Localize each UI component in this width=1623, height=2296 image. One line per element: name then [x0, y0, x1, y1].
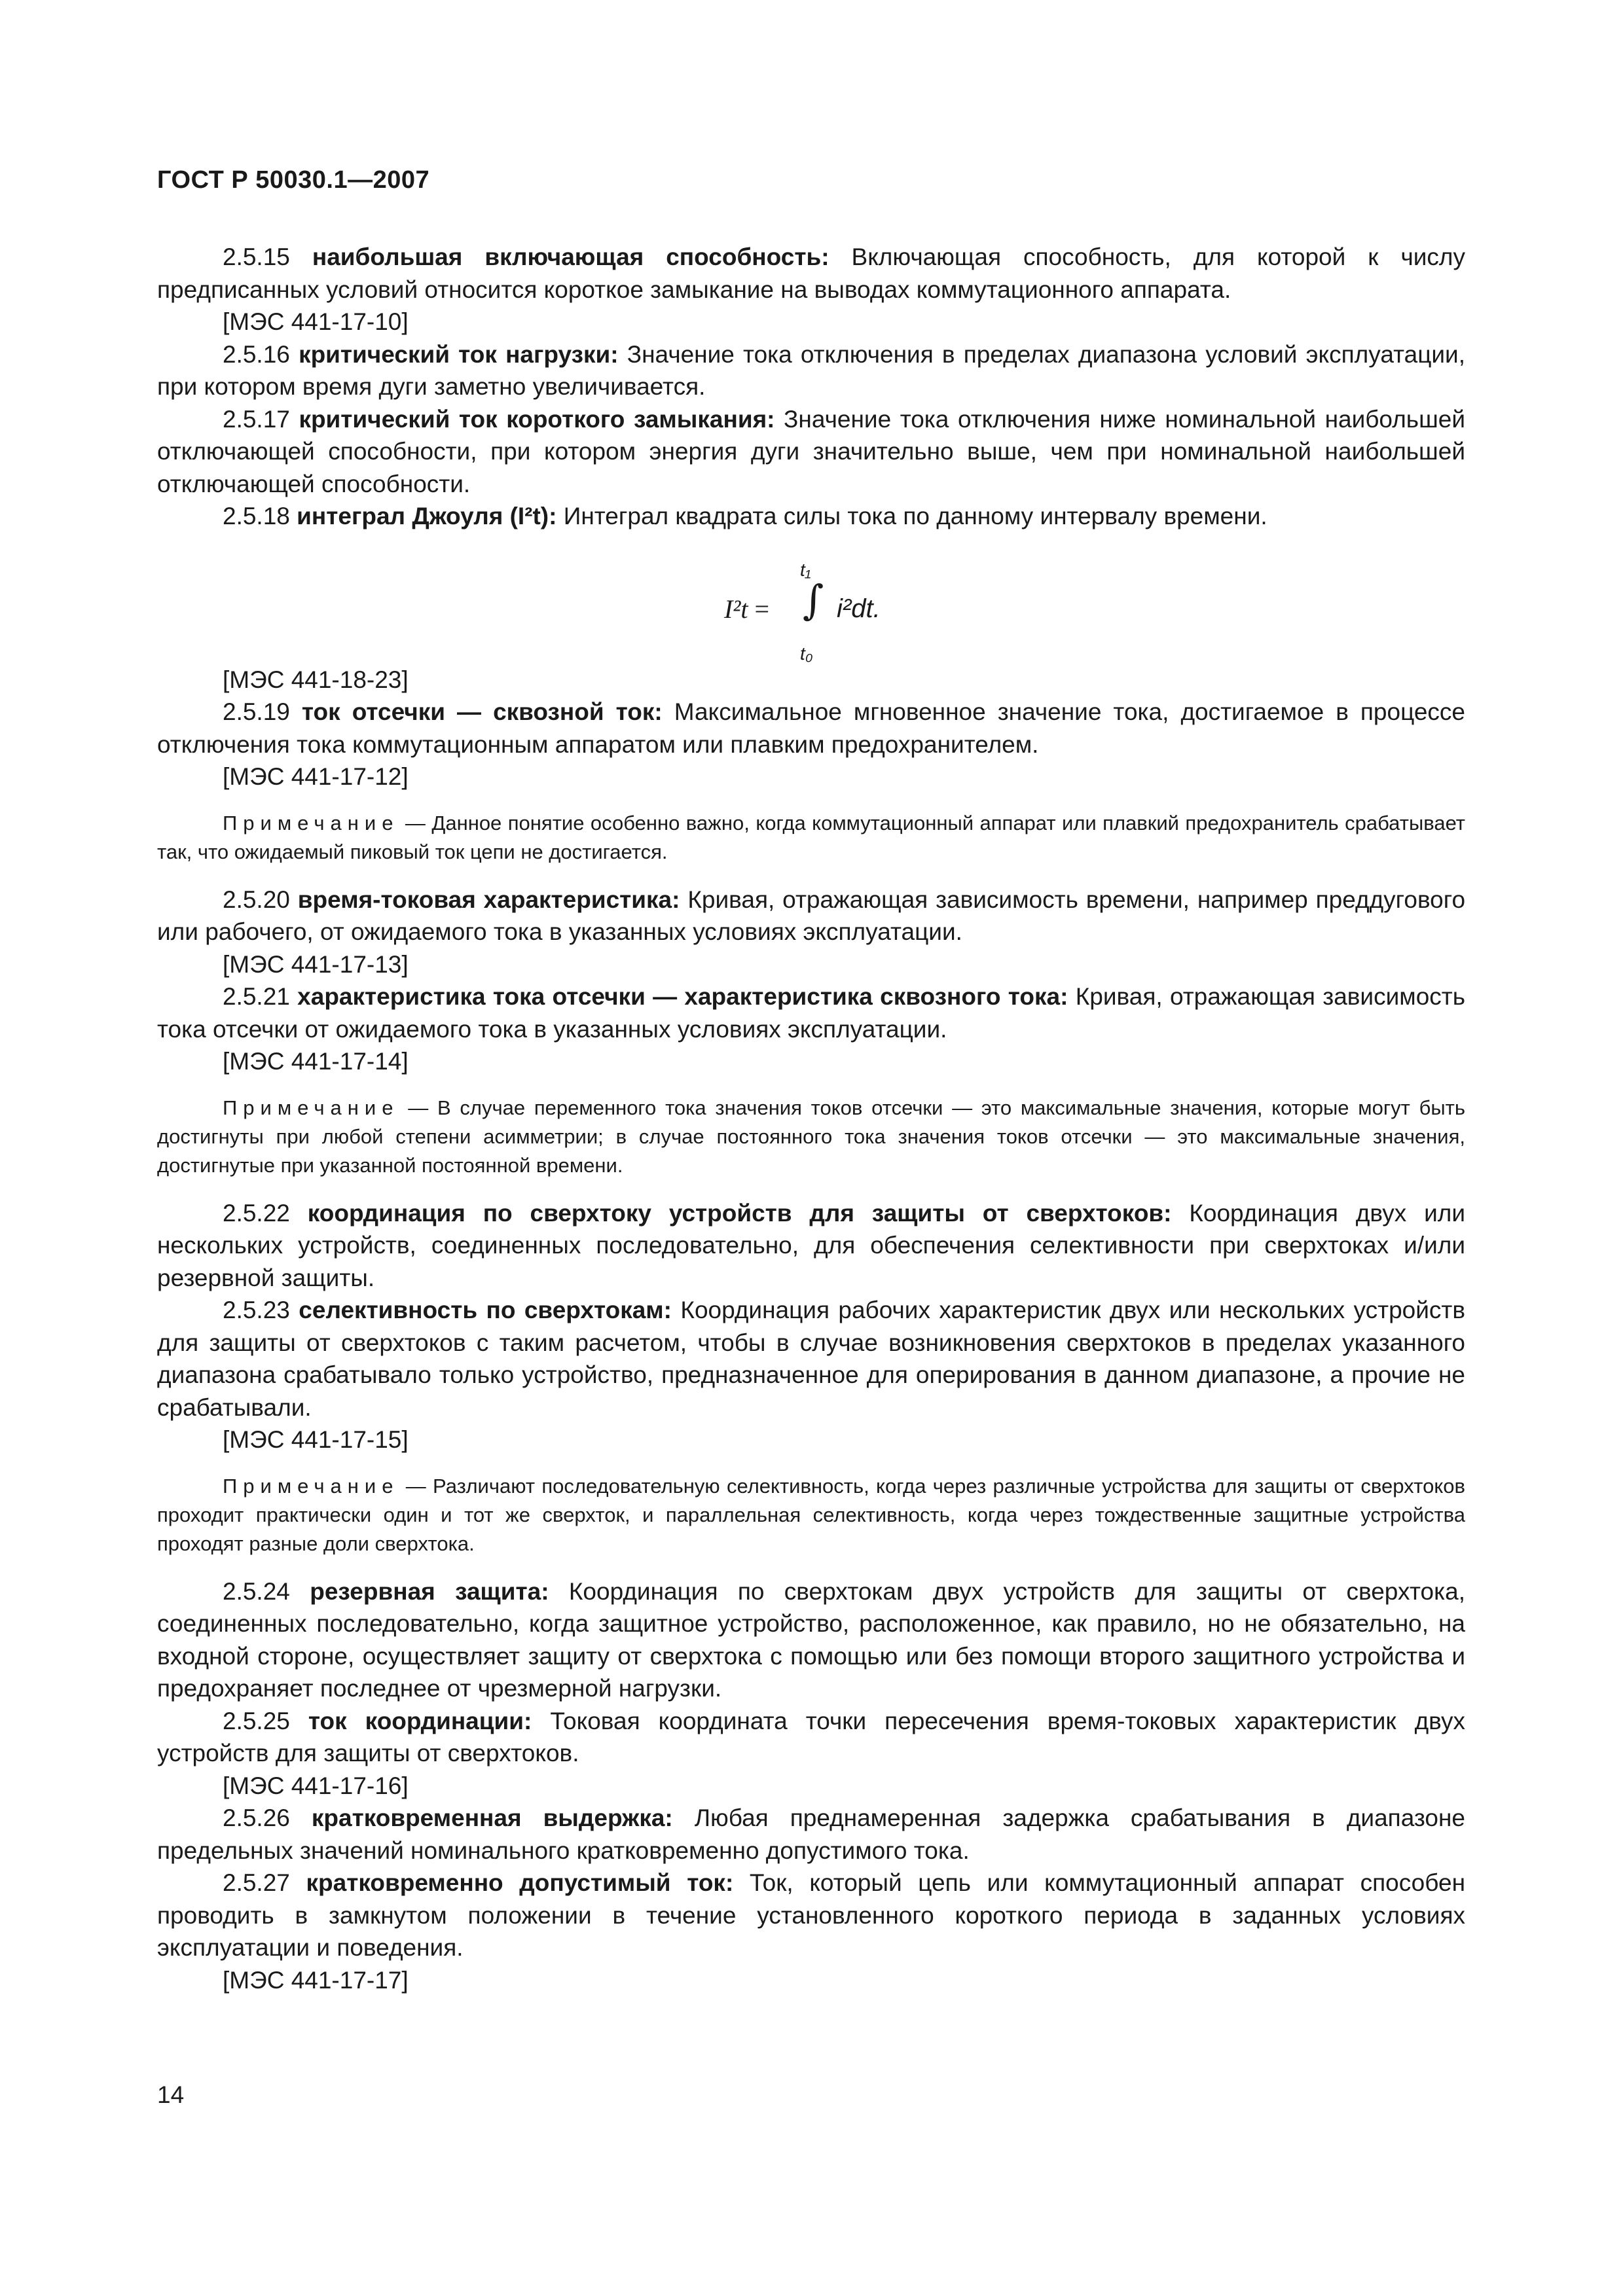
- iec-reference: [МЭС 441-17-12]: [223, 763, 409, 790]
- term: критический ток нагрузки:: [299, 340, 619, 368]
- item-number: 2.5.25: [223, 1707, 290, 1734]
- definition-2-5-22: [157, 1197, 1465, 1295]
- term: интеграл Джоуля (I²t):: [297, 503, 557, 529]
- note-text: — В случае переменного тока значения токов отсечки — это максимальные значения, которые могут быть достигнуты при любой степени асимметрии; в случае постоянного тока значения токов отсечки — это максимальные значения, достигнутые при указанной постоянной времени.: [157, 1096, 1465, 1177]
- note-text: — Различают последовательную селективность, когда через различные устройства для защиты от сверхтоков проходит практически один и тот же сверхток, и параллельная селективность, когда через тождественные защитные устройства проходят разные доли сверхтока.: [157, 1474, 1465, 1555]
- definition-2-5-23: [157, 1294, 1465, 1424]
- iec-reference: [МЭС 441-17-10]: [223, 308, 409, 335]
- definition-text: Координация двух или нескольких устройств, соединенных последовательно, для обеспечения селективности при сверхтоках и/или резервной защиты.: [157, 1199, 1465, 1291]
- definition-2-5-16: [157, 338, 1465, 403]
- iec-reference: [МЭС 441-17-15]: [223, 1426, 409, 1453]
- item-number: 2.5.26: [223, 1804, 290, 1831]
- definition-2-5-24: [157, 1575, 1465, 1705]
- definition-2-5-21: [157, 980, 1465, 1045]
- definition-text: Кривая, отражающая зависимость тока отсечки от ожидаемого тока в указанных условиях эксплуатации.: [157, 983, 1466, 1043]
- definition-text: Включающая способность, для которой к числу предписанных условий относится короткое замыкание на выводах коммутационного аппарата.: [157, 243, 1465, 303]
- definition-text: Значение тока отключения в пределах диапазона условий эксплуатации, при котором время дуги заметно увеличивается.: [157, 340, 1465, 400]
- term: кратковременно допустимый ток:: [306, 1869, 734, 1896]
- formula-integrand: i²dt.: [837, 594, 881, 623]
- joule-integral-formula: [157, 533, 1465, 664]
- iec-reference: [МЭС 441-17-17]: [223, 1966, 409, 1994]
- definition-2-5-27: [157, 1867, 1465, 1964]
- item-number: 2.5.17: [223, 405, 290, 433]
- definition-2-5-17: [157, 403, 1465, 501]
- page-number: 14: [157, 2081, 185, 2108]
- note-label: Примечание: [223, 1474, 399, 1498]
- item-number: 2.5.16: [223, 340, 290, 368]
- definition-text: Максимальное мгновенное значение тока, достигаемое в процессе отключения тока коммутационным аппаратом или плавким предохранителем.: [157, 698, 1466, 758]
- term: ток координации:: [308, 1707, 532, 1734]
- term: координация по сверхтоку устройств для защиты от сверхтоков:: [307, 1199, 1172, 1227]
- term: кратковременная выдержка:: [311, 1804, 673, 1831]
- note: [157, 1094, 1465, 1180]
- note-text: — Данное понятие особенно важно, когда коммутационный аппарат или плавкий предохранитель срабатывает так, что ожидаемый пиковый ток цепи не достигается.: [157, 811, 1465, 863]
- term: время-токовая характеристика:: [297, 886, 680, 913]
- definition-text: Координация по сверхтокам двух устройств для защиты от сверхтока, соединенных последовательно, когда защитное устройство, расположенное, как правило, но не обязательно, на входной стороне, осуществляет защиту от сверхтока с помощью или без помощи второго защитного устройства и предохраняет последнее от чрезмерной нагрузки.: [157, 1577, 1465, 1702]
- definition-2-5-15: [157, 241, 1465, 306]
- item-number: 2.5.18: [223, 503, 290, 529]
- item-number: 2.5.27: [223, 1869, 290, 1896]
- iec-reference: [МЭС 441-17-16]: [223, 1772, 409, 1799]
- note: [157, 809, 1465, 867]
- term: критический ток короткого замыкания:: [299, 405, 775, 433]
- item-number: 2.5.22: [223, 1199, 290, 1227]
- definition-2-5-20: [157, 884, 1465, 948]
- item-number: 2.5.19: [223, 698, 290, 725]
- formula-lower-limit: t₀: [800, 643, 813, 664]
- definition-2-5-18: [157, 500, 1465, 533]
- note-label: Примечание: [223, 811, 399, 834]
- definition-text: Значение тока отключения ниже номинальной наибольшей отключающей способности, при котором энергия дуги значительно выше, чем при номинальной наибольшей отключающей способности.: [157, 405, 1465, 497]
- definition-text: Интеграл квадрата силы тока по данному интервалу времени.: [556, 503, 1267, 529]
- item-number: 2.5.21: [223, 983, 290, 1010]
- item-number: 2.5.20: [223, 886, 290, 913]
- definition-2-5-26: [157, 1802, 1465, 1867]
- term: характеристика тока отсечки — характеристика сквозного тока:: [297, 983, 1068, 1010]
- document-body: [157, 241, 1465, 1996]
- term: ток отсечки — сквозной ток:: [301, 698, 663, 725]
- definition-2-5-19: [157, 696, 1465, 761]
- item-number: 2.5.24: [223, 1577, 290, 1605]
- definition-text: Токовая координата точки пересечения время-токовых характеристик двух устройств для защиты от сверхтоков.: [157, 1707, 1465, 1767]
- definition-text: Любая преднамеренная задержка срабатывания в диапазоне предельных значений номинального кратковременно допустимого тока.: [157, 1804, 1465, 1864]
- formula-upper-limit: t₁: [800, 559, 811, 580]
- term: селективность по сверхтокам:: [299, 1297, 672, 1323]
- definition-text: Ток, который цепь или коммутационный аппарат способен проводить в замкнутом положении в течение установленного короткого периода в заданных условиях эксплуатации и поведения.: [157, 1869, 1466, 1961]
- formula-lhs: I²t =: [724, 594, 769, 624]
- document-header: ГОСТ Р 50030.1—2007: [157, 166, 430, 194]
- definition-text: Координация рабочих характеристик двух или нескольких устройств для защиты от сверхтоков с таким расчетом, чтобы в случае возникновения сверхтоков в пределах указанного диапазона срабатывало только устройство, предназначенное для оперирования в данном диапазоне, а прочие не срабатывали.: [157, 1297, 1466, 1421]
- iec-reference: [МЭС 441-18-23]: [223, 666, 409, 693]
- iec-reference: [МЭС 441-17-13]: [223, 950, 409, 978]
- definition-2-5-25: [157, 1705, 1465, 1770]
- note-label: Примечание: [223, 1096, 399, 1119]
- item-number: 2.5.23: [223, 1297, 290, 1323]
- integral-sign: ∫: [803, 575, 824, 624]
- term: резервная защита:: [310, 1577, 549, 1605]
- definition-text: Кривая, отражающая зависимость времени, например преддугового или рабочего, от ожидаемого тока в указанных условиях эксплуатации.: [157, 886, 1466, 945]
- iec-reference: [МЭС 441-17-14]: [223, 1048, 409, 1075]
- note: [157, 1472, 1465, 1558]
- term: наибольшая включающая способность:: [312, 243, 830, 270]
- item-number: 2.5.15: [223, 243, 290, 270]
